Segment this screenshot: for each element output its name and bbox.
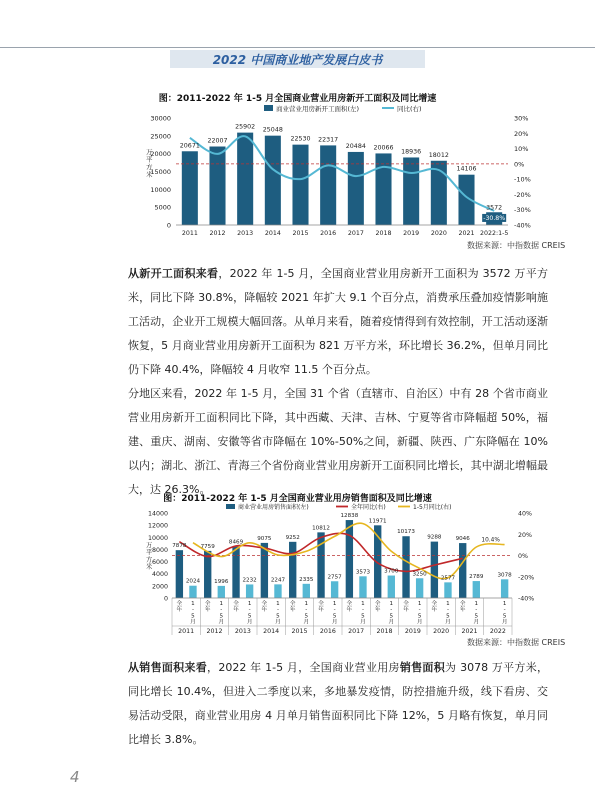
chart1-x-tick: 2017 [347,230,364,237]
chart2-value-label-annual: 9288 [427,534,442,541]
chart2-value-label-annual: 9046 [455,536,470,543]
chart2-yright-tick: -40% [518,595,535,603]
chart2-value-label-annual: 7878 [172,543,187,550]
chart2-value-label-annual: 10173 [397,529,415,536]
chart2-value-label-annual: 9252 [285,534,300,541]
chart1-special-label: -30.8% [483,215,506,223]
paragraph-newstart [128,262,548,382]
paragraph-sales [128,656,548,752]
chart2-bar-ytd-2016 [331,581,338,598]
chart1-value-label: 18936 [401,148,422,156]
chart2-bar-ytd-2017 [359,576,366,598]
chart1-x-tick: 2012 [209,230,226,237]
chart2-value-label-ytd: 2789 [469,574,484,581]
chart2-bar-annual-2012 [204,551,211,598]
chart1-bar-2011 [182,151,198,225]
chart1-ylabel: 万平方米 [146,148,153,179]
chart1-x-tick: 2019 [403,230,420,237]
chart1-yright-tick: 30% [514,114,529,123]
chart1-legend-bar-label: 商业营业用房新开工面积(左) [276,105,360,113]
chart1-yleft-tick: 0 [166,221,171,230]
chart2-value-label-ytd: 1996 [214,578,229,585]
chart2-bar-annual-2011 [176,550,183,598]
chart2-x-subtick-annual: 全年 [176,601,183,614]
chart2-x-group-tick: 2012 [206,628,223,635]
chart2-ylabel: 万平方米 [146,542,153,571]
chart2-x-group-tick: 2013 [234,628,251,635]
chart1-bar-2015 [292,145,308,225]
chart2-bar-annual-2021 [459,543,466,598]
paragraph-sales-bold: 销售面积 [399,661,445,674]
chart2-bar-annual-2015 [289,542,296,598]
chart2-x-group-tick: 2014 [263,628,280,635]
chart2-x-group-tick: 2020 [433,628,450,635]
chart2-value-label-ytd: 2335 [299,576,314,583]
paragraph-sales-lead: 从销售面积来看 [128,661,208,674]
chart2-value-label-ytd: 2232 [242,577,257,584]
chart1-yoy-line [190,136,494,211]
chart2-value-label-annual: 7759 [200,543,215,550]
chart2-yright-tick: 40% [518,510,532,518]
chart2-x-subtick-ytd: 1 -5 月 [416,601,423,626]
chart2-x-group-tick: 2016 [319,628,336,635]
chart1-yleft-tick: 15000 [150,168,171,176]
chart2-x-subtick-ytd: 1 -5 月 [303,601,310,626]
chart2-x-subtick-ytd: 1 -5 月 [331,601,338,626]
chart2-special-label: 10.4% [481,537,500,544]
chart1-value-label: 20484 [345,142,366,150]
chart2-yleft-tick: 6000 [151,559,168,567]
chart2-value-label-annual: 9075 [257,535,272,542]
chart2-x-subtick-ytd: 1 -5 月 [246,601,253,626]
chart2-bar-ytd-2021 [473,581,480,598]
chart2-bar-ytd-2012 [218,586,225,598]
chart2-value-label-ytd: 2757 [327,574,342,581]
chart1-yright-tick: 0% [514,160,525,169]
chart1-source: 数据来源：中指数据 CREIS [467,241,566,250]
chart1-bar-2019 [403,157,419,225]
header-rule [0,47,595,48]
chart1-legend-line-label: 同比(右) [397,105,422,113]
chart2-legend-annual-swatch [226,504,235,509]
chart2-legend-annual-label: 商业营业用房销售面积(左) [238,504,309,511]
chart2-x-subtick-ytd: 1 -5 月 [190,601,196,626]
chart1-yright-tick: 20% [514,129,529,138]
chart2-yleft-tick: 10000 [147,534,168,542]
chart2-bar-annual-2014 [261,543,268,598]
chart2-x-subtick-ytd: 1 -5 月 [275,601,281,626]
chart2-sales-area [140,503,560,636]
paragraph-sales-b: 为 3078 万平方米，同比增长 10.4%，但进入二季度以来，多地暴发疫情，防控措施升级，线下看房、交易活动受限，商业营业用房 4 月单月销售面积同比下降 12%，5 月略有恢复，单月同比增长 3.8%。 [128,661,549,746]
chart2-bar-annual-2020 [431,542,438,598]
chart1-x-tick: 2015 [292,230,309,237]
chart2-bar-ytd-2020 [444,582,451,598]
chart2-bar-ytd-2022 [501,579,508,598]
chart2-x-subtick-ytd: 1 -5 月 [218,601,225,626]
chart2-x-subtick-annual: 全年 [403,601,409,614]
chart1-bar-2013 [237,133,253,225]
chart2-value-label-annual: 12838 [340,513,359,520]
chart2-x-subtick-annual: 全年 [346,601,353,614]
chart1-value-label: 22530 [290,135,311,143]
chart2-source: 数据来源：中指数据 CREIS [467,638,566,647]
chart1-value-label: 18012 [428,151,449,159]
chart2-x-group-tick: 2019 [404,628,421,635]
chart2-x-subtick-annual: 全年 [204,601,211,614]
chart2-value-label-annual: 10812 [312,525,330,532]
chart2-bar-ytd-2018 [388,576,395,598]
chart2-value-label-ytd: 2024 [185,578,201,585]
chart2-yleft-tick: 14000 [147,510,168,518]
chart2-bar-ytd-2013 [246,584,253,598]
chart2-x-subtick-annual: 全年 [233,601,239,614]
chart2-yright-tick: 20% [518,531,532,539]
chart2-yleft-tick: 8000 [151,546,168,554]
chart2-x-group-tick: 2018 [376,628,393,635]
chart2-x-subtick-ytd: 1 -5 月 [473,601,480,626]
chart1-bar-2012 [209,147,225,225]
chart2-yright-tick: -20% [518,574,535,582]
chart1-value-label: 22317 [318,136,339,144]
chart1-value-label: 20066 [373,144,394,152]
chart2-bar-ytd-2014 [274,584,281,598]
chart1-x-tick: 2013 [237,230,254,237]
chart2-value-label-ytd: 3573 [355,569,371,576]
chart2-bar-ytd-2019 [416,578,423,598]
chart1-x-tick: 2016 [320,230,337,237]
chart2-x-subtick-annual: 全年 [289,601,296,614]
chart2-bar-ytd-2015 [303,584,310,598]
chart1-x-tick: 2020 [430,230,447,237]
chart2-x-subtick-ytd: 1 -5 月 [445,601,451,626]
chart1-bar-2016 [320,145,336,225]
chart2-bar-annual-2013 [232,547,239,598]
chart2-yleft-tick: 0 [163,595,168,603]
chart2-x-subtick-annual: 全年 [431,601,438,614]
chart1-legend-bar-swatch [264,105,273,111]
chart2-bar-annual-2017 [346,520,353,598]
chart1-x-tick: 2022:1-5 [479,230,509,237]
chart1-bar-2014 [265,136,281,225]
chart1-value-label: 3572 [486,204,503,212]
chart1-yleft-tick: 5000 [154,203,171,212]
page-header-title: 2022 中国商业地产发展白皮书 [212,53,383,67]
chart1-x-tick: 2011 [181,230,198,237]
chart1-value-label: 25902 [235,123,256,131]
chart1-value-label: 22007 [207,137,228,145]
chart2-value-label-ytd: 3700 [384,568,399,575]
chart1-yright-tick: -40% [514,221,531,230]
chart2-value-label-ytd: 2577 [440,575,456,582]
chart2-x-group-tick: 2021 [461,628,478,635]
chart2-x-group-tick: 2015 [291,628,308,635]
chart2-yleft-tick: 12000 [147,522,168,530]
chart2-x-group-tick: 2017 [348,628,365,635]
page-number: 4 [70,768,80,786]
chart2-x-subtick-annual: 全年 [261,601,268,614]
chart2-value-label-ytd: 2247 [270,577,286,584]
chart1-newstart-area [140,104,560,240]
paragraph-newstart-lead: 从新开工面积来看 [128,267,219,280]
chart2-value-label-annual: 11971 [368,518,387,525]
chart1-yright-tick: 10% [514,145,529,154]
paragraph-newstart-body: ，2022 年 1-5 月，全国商业营业用房新开工面积为 3572 万平方米，同比下降 30.8%，降幅较 2021 年扩大 9.1 个百分点，消费承压叠加疫情影响施工活动，企业开工规模大幅回落。从单月来看，随着疫情得到有效控制，开工活动逐渐恢复，5 月商业营业用房新开工面积为 821 万平方米，环比增长 36.2%，但单月同比仍下降 40.4%，降幅较 4 月收窄 11.5 个百分点。 [128,267,549,376]
chart2-bar-ytd-2011 [189,586,196,598]
chart1-value-label: 14106 [456,165,477,173]
chart1-yright-tick: -20% [514,190,531,199]
paragraph-regional: 分地区来看，2022 年 1-5 月，全国 31 个省（直辖市、自治区）中有 28 个省市商业营业用房新开工面积同比下降，其中西藏、天津、吉林、宁夏等省市降幅超 50%，福建、重庆、湖南、安徽等省市降幅在 10%-50%之间，新疆、陕西、广东降幅在 10%以内；湖北、浙江、青海三个省份商业营业用房新开工面积同比增长，其中湖北增幅最大，达 26.3%。 [128,387,548,496]
chart2-title: 图：2011-2022 年 1-5 月全国商业营业用房销售面积及同比增速 [163,494,432,504]
chart2-yleft-tick: 4000 [151,571,168,579]
chart2-x-subtick-ytd: 1 -5 月 [360,601,366,626]
chart2-x-subtick-annual: 全年 [318,601,324,614]
chart1-yleft-tick: 30000 [150,114,171,123]
chart2-value-label-annual: 8469 [228,539,244,546]
chart1-yleft-tick: 25000 [150,132,171,141]
chart1-x-tick: 2014 [264,230,281,237]
chart2-legend-ytd-yoy-label: 1-5月同比(右) [413,504,452,511]
chart2-x-subtick-annual: 全年 [459,601,466,614]
paragraph-sales-a: ，2022 年 1-5 月，全国商业营业用房 [207,661,400,674]
chart2-x-subtick-ytd: 1 -5 月 [501,601,508,626]
chart1-yleft-tick: 20000 [150,150,171,159]
chart1-yleft-tick: 10000 [150,185,171,194]
chart2-bar-annual-2019 [402,536,409,598]
chart1-value-label: 25048 [262,126,283,134]
chart1-bar-2017 [348,152,364,225]
chart1-title: 图：2011-2022 年 1-5 月全国商业营业用房新开工面积及同比增速 [158,94,437,104]
chart2-yright-tick: 0% [518,553,528,560]
chart1-x-tick: 2018 [375,230,392,237]
chart2-value-label-ytd: 3250 [412,571,427,578]
chart2-x-group-tick: 2022 [489,628,506,635]
chart2-x-subtick-ytd: 1 -5 月 [388,601,395,626]
chart1-yright-tick: -30% [514,206,531,215]
chart2-value-label-ytd: 3078 [497,572,512,579]
chart1-value-label: 20671 [179,142,200,150]
chart2-x-group-tick: 2011 [178,628,195,635]
chart2-yleft-tick: 2000 [151,583,168,591]
chart1-x-tick: 2021 [458,230,475,237]
chart1-yright-tick: -10% [514,175,531,184]
chart2-legend-annual-yoy-label: 全年同比(右) [351,504,386,511]
chart2-x-subtick-annual: 全年 [374,601,381,614]
